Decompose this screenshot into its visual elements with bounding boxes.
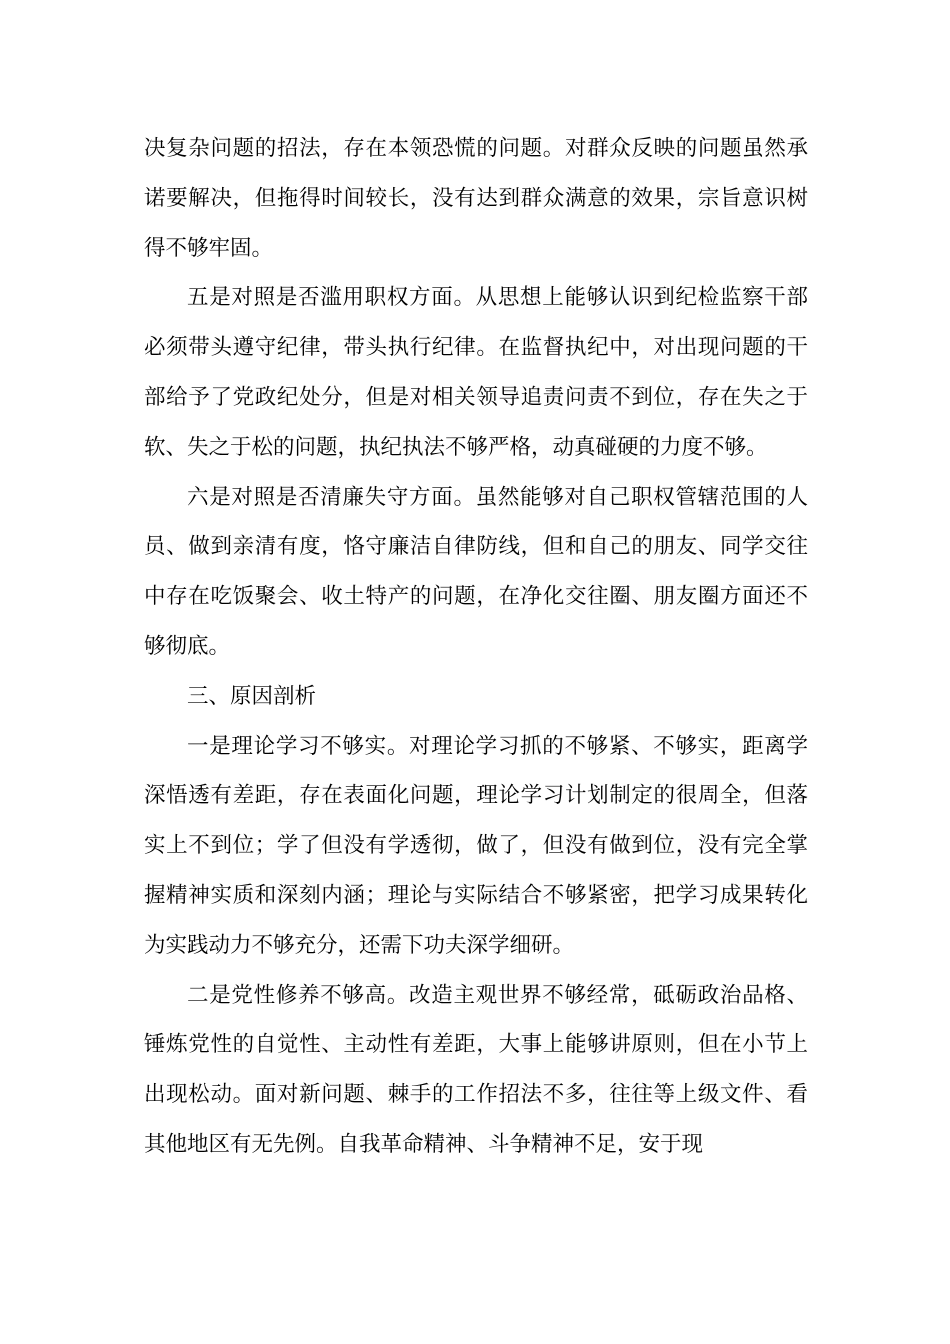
paragraph-cause-two: 二是党性修养不够高。改造主观世界不够经常，砥砺政治品格、锤炼党性的自觉性、主动性有差距，大事上能够讲原则，但在小节上出现松动。面对新问题、棘手的工作招法不多，往往等上级文件、看其他地区有无先例。自我革命精神、斗争精神不足，安于现 xyxy=(144,982,808,1157)
document-body xyxy=(144,124,808,1170)
section-heading-three: 三、原因剖析 xyxy=(187,683,317,709)
paragraph-item-six: 六是对照是否清廉失守方面。虽然能够对自己职权管辖范围的人员、做到亲清有度，恪守廉洁自律防线，但和自己的朋友、同学交往中存在吃饭聚会、收土特产的问题，在净化交往圈、朋友圈方面还不够彻底。 xyxy=(144,484,808,659)
paragraph-item-five: 五是对照是否滥用职权方面。从思想上能够认识到纪检监察干部必须带头遵守纪律，带头执行纪律。在监督执纪中，对出现问题的干部给予了党政纪处分，但是对相关领导追责问责不到位，存在失之于软、失之于松的问题，执纪执法不够严格，动真碰硬的力度不够。 xyxy=(144,285,808,460)
paragraph-continuation: 决复杂问题的招法，存在本领恐慌的问题。对群众反映的问题虽然承诺要解决，但拖得时间较长，没有达到群众满意的效果，宗旨意识树得不够牢固。 xyxy=(144,136,808,261)
paragraph-cause-one: 一是理论学习不够实。对理论学习抓的不够紧、不够实，距离学深悟透有差距，存在表面化问题，理论学习计划制定的很周全，但落实上不到位；学了但没有学透彻，做了，但没有做到位，没有完全掌握精神实质和深刻内涵；理论与实际结合不够紧密，把学习成果转化为实践动力不够充分，还需下功夫深学细研。 xyxy=(144,733,808,958)
